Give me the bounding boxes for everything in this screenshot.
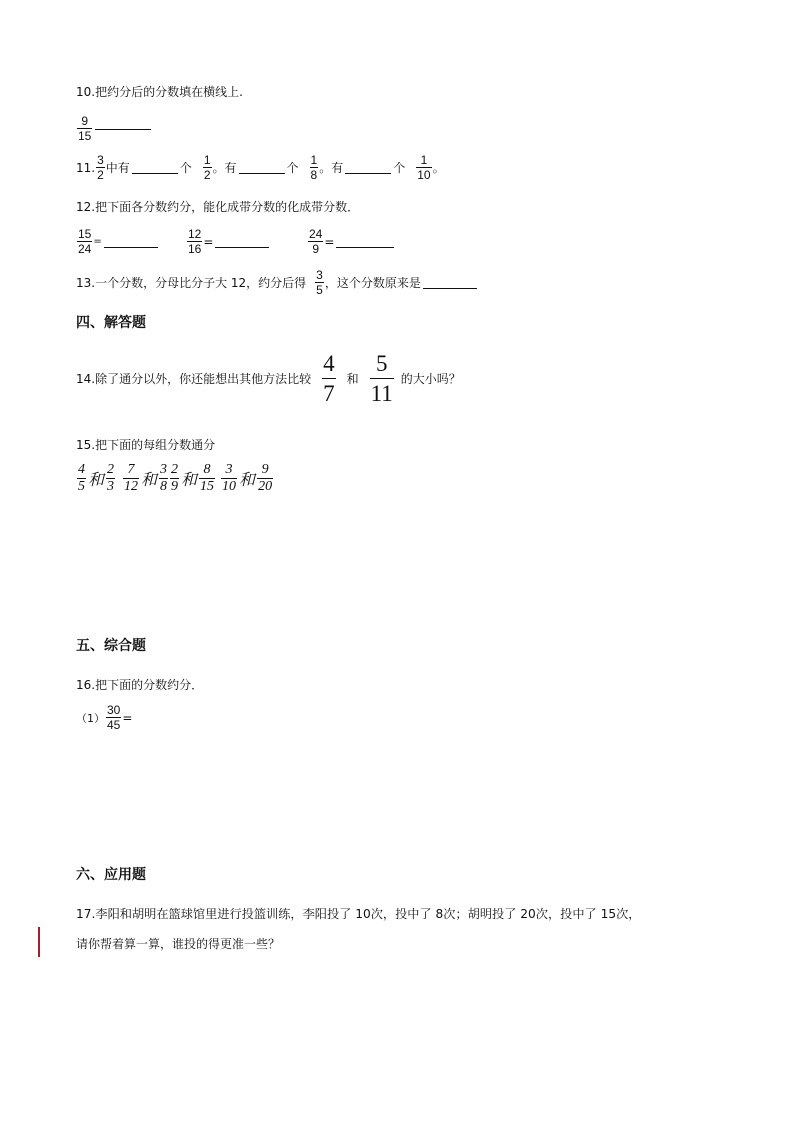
q11-blank-3[interactable] (345, 161, 391, 174)
q13-line: 13.一个分数，分母比分子大 12，约分后得 $\frac{3}{5}$ ，这个分数原来是 (76, 269, 479, 296)
q14-fraction-b: $\frac{5}{11}$ (370, 351, 393, 406)
q11-blank-1[interactable] (132, 161, 178, 174)
q14-fraction-a: $\frac{4}{7}$ (323, 351, 335, 406)
q17-line-2: 请你帮着算一算，谁投的得更准一些？ (76, 937, 281, 951)
q15-groups: $\frac{4}{5}$ 和 $\frac{2}{3}$ $\frac{7}{12}$ 和 $\frac{3}{8}$ $\frac{2}{9}$ 和 $\frac{8}{15}$ $\frac{3}{10}$ 和 $\frac{9}{20}$ (78, 462, 273, 494)
section-heading-6: 六、应用题 (76, 867, 146, 883)
q16-item-1: （1） $\frac{30}{45}$ = (76, 703, 133, 732)
q13-fraction: $\frac{3}{5}$ (316, 268, 323, 297)
q12-item-2: $\frac{12}{16}$ = (186, 228, 271, 255)
numerator: 9 (81, 114, 89, 128)
q11-number: 11. (76, 160, 96, 175)
q11-blank-2[interactable] (239, 161, 285, 174)
q10-fraction (77, 115, 92, 142)
section-heading-5: 五、综合题 (76, 638, 146, 654)
q12-blank-3[interactable] (336, 235, 394, 248)
q11-fraction-c: $\frac{1}{8}$ (310, 153, 318, 182)
q14-line: 14.除了通分以外，你还能想出其他方法比较 $\frac{4}{7}$ 和 $\frac{5}{11}$ 的大小吗？ (76, 351, 461, 406)
q11-fraction-a: $\frac{3}{2}$ (97, 153, 104, 182)
q15-prompt: 15.把下面的每组分数通分 (76, 438, 216, 452)
q12-blank-1[interactable] (104, 235, 158, 248)
q12-item-1: $\frac{15}{24}$ = (76, 228, 160, 255)
q11-fraction-d: $\frac{1}{10}$ (417, 153, 431, 182)
q16-prompt: 16.把下面的分数约分． (76, 678, 204, 692)
denominator: 15 (78, 129, 92, 143)
q13-answer-blank[interactable] (423, 276, 477, 289)
q10-answer-blank[interactable] (95, 117, 151, 130)
q11-fraction-b: $\frac{1}{2}$ (203, 153, 211, 182)
section-heading-4: 四、解答题 (76, 315, 146, 331)
q10-prompt: 10.把约分后的分数填在横线上. (76, 85, 243, 99)
q12-item-3: $\frac{24}{9}$ = (307, 228, 396, 255)
q11-line: 11. $\frac{3}{2}$ 中有 个 $\frac{1}{2}$ 。有 个 $\frac{1}{8}$ 。有 个 $\frac{1}{10}$ 。 (76, 153, 445, 182)
q10-line (76, 115, 153, 142)
q17-line-1: 17.李阳和胡明在篮球馆里进行投篮训练，李阳投了 10次，投中了 8次；胡明投了 20次，投中了 15次， (76, 907, 641, 921)
margin-mark (38, 927, 40, 957)
q12-prompt: 12.把下面各分数约分，能化成带分数的化成带分数． (76, 200, 360, 214)
q12-blank-2[interactable] (215, 235, 269, 248)
